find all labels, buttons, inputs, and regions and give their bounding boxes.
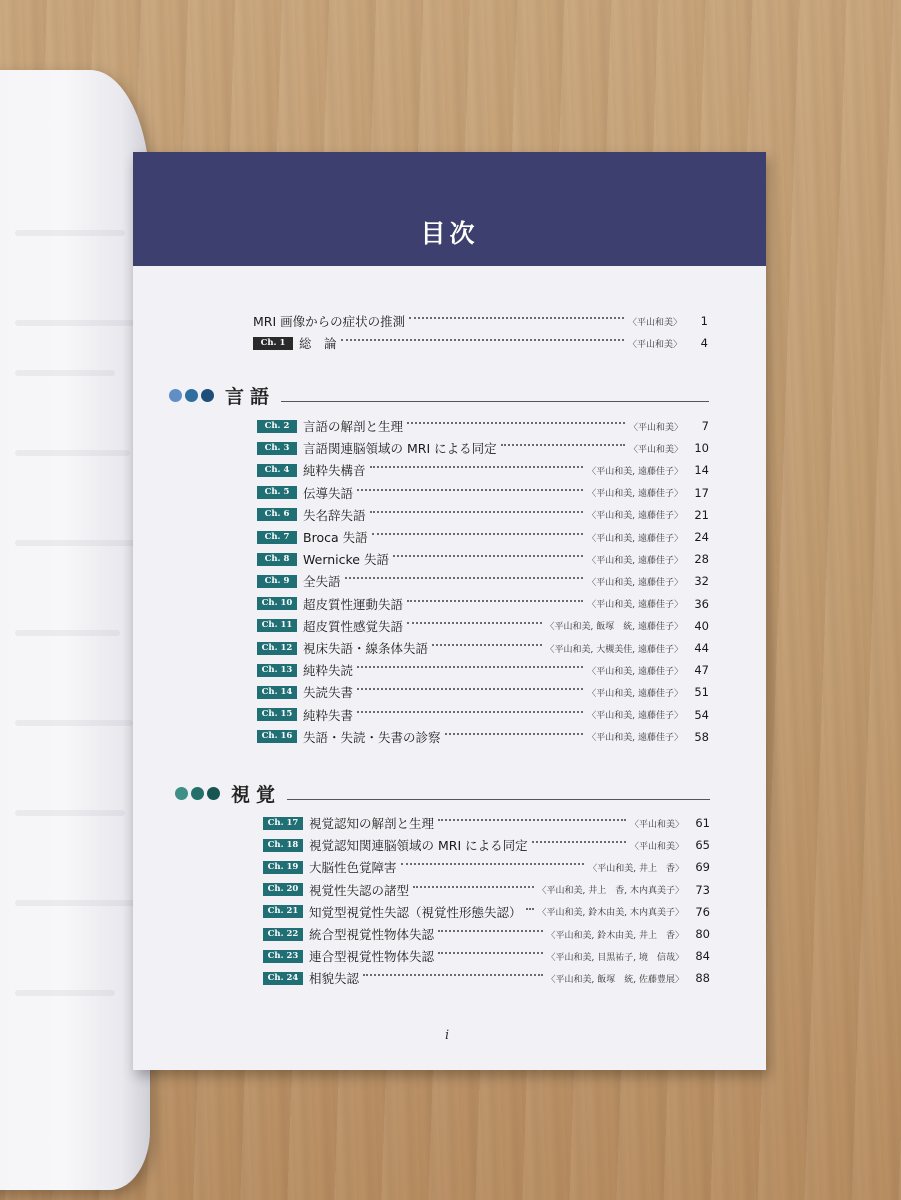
toc-entry-author: 〈平山和美, 大槻美佳, 遠藤佳子〉 [545,644,683,655]
chapter-badge: Ch. 18 [263,839,303,852]
chapter-badge: Ch. 19 [263,861,303,874]
toc-row [257,483,709,503]
chapter-badge: Ch. 16 [257,730,297,743]
dot-leader [363,974,543,976]
toc-entry-page: 76 [695,904,710,919]
section-dot [175,787,188,800]
toc-row [263,835,710,855]
chapter-badge: Ch. 6 [257,508,297,521]
toc-entry-author: 〈平山和美, 遠藤佳子〉 [587,577,683,588]
toc-entry-title: 視覚性失認の諸型 [309,882,410,898]
toc-entry-title: Wernicke 失語 [303,552,389,568]
toc-entry-title: 連合型視覚性物体失認 [309,949,435,965]
chapter-badge: Ch. 17 [263,817,303,830]
toc-entry-page: 54 [694,707,709,722]
chapter-badge: Ch. 15 [257,708,297,721]
dot-leader [393,555,583,557]
toc-row [253,333,708,353]
toc-entry-author: 〈平山和美, 遠藤佳子〉 [587,666,683,677]
chapter-badge: Ch. 3 [257,442,297,455]
toc-entry-author: 〈平山和美〉 [629,841,684,852]
toc-entry-title: 純粋失構音 [303,463,366,479]
toc-entry-author: 〈平山和美, 遠藤佳子〉 [587,688,683,699]
toc-entry-page: 44 [694,641,709,655]
dot-leader [357,666,583,668]
toc-entry-page: 51 [694,685,709,700]
section-dot [201,389,214,402]
toc-row [257,416,709,436]
toc-entry-page: 24 [694,530,709,544]
toc-entry-page: 73 [695,882,710,897]
toc-row [263,880,710,900]
dot-leader [370,466,584,468]
dot-leader [407,422,625,424]
dot-leader [501,444,625,446]
toc-row [263,857,710,877]
dot-leader [401,863,585,865]
dot-leader [407,600,583,602]
toc-row [257,571,709,591]
left-book-page [0,70,150,1190]
toc-entry-title: 超皮質性運動失語 [303,596,404,612]
toc-entry-title: 純粋失読 [303,663,354,679]
dot-leader [432,644,542,646]
chapter-badge: Ch. 4 [257,464,297,477]
toc-entry-author: 〈平山和美, 鈴木由美, 木内真美子〉 [537,908,684,919]
toc-entry-page: 28 [694,552,709,567]
chapter-badge: Ch. 20 [263,883,303,896]
toc-row [257,438,709,458]
toc-row [257,616,709,636]
toc-entry-author: 〈平山和美〉 [628,422,683,433]
toc-row [263,902,710,922]
toc-entry-author: 〈平山和美, 井上 香, 木内真美子〉 [537,886,684,897]
dot-leader [357,688,583,690]
toc-entry-title: 純粋失書 [303,707,354,723]
toc-entry-author: 〈平山和美, 遠藤佳子〉 [587,600,683,611]
toc-entry-page: 7 [701,419,709,433]
toc-entry-page: 65 [695,838,710,853]
dot-leader [413,886,534,888]
dot-leader [526,908,534,910]
toc-row [263,813,710,833]
toc-entry-page: 10 [694,441,709,456]
toc-entry-author: 〈平山和美, 飯塚 統, 佐藤豊展〉 [546,974,684,985]
toc-row [257,505,709,525]
toc-row [257,638,709,658]
chapter-badge: Ch. 24 [263,972,303,985]
toc-entry-page: 4 [700,336,708,350]
dot-leader [409,317,624,319]
toc-row [257,705,709,725]
dot-leader [438,952,543,954]
section-rule [287,799,710,800]
toc-entry-author: 〈平山和美〉 [627,317,682,328]
toc-row [263,946,710,966]
section-heading-language [169,382,709,409]
dot-leader [357,711,583,713]
section-label: 言語 [225,386,276,408]
toc-entry-author: 〈平山和美, 飯塚 統, 遠藤佳子〉 [545,622,683,633]
toc-row [257,682,709,702]
section-dot [185,389,198,402]
toc-entry-author: 〈平山和美, 遠藤佳子〉 [587,511,683,522]
toc-entry-page: 40 [694,618,709,633]
dot-leader [357,489,583,491]
dot-leader [370,511,584,513]
toc-entry-author: 〈平山和美, 鈴木由美, 井上 香〉 [546,930,684,941]
chapter-badge: Ch. 8 [257,553,297,566]
toc-entry-page: 47 [694,663,709,678]
section-dot [207,787,220,800]
chapter-badge: Ch. 23 [263,950,303,963]
toc-entry-page: 69 [695,860,710,875]
toc-row [257,527,709,547]
toc-entry-title: 知覚型視覚性失認（視覚性形態失認） [309,904,522,920]
toc-entry-title: 失名辞失語 [303,507,366,523]
toc-entry-title: 伝導失語 [303,485,354,501]
toc-row [263,924,710,944]
chapter-badge: Ch. 22 [263,928,303,941]
toc-entry-title: 相貌失認 [309,971,360,987]
toc-entry-author: 〈平山和美〉 [628,444,683,455]
toc-entry-author: 〈平山和美, 井上 香〉 [588,863,684,874]
chapter-badge: Ch. 1 [253,337,293,350]
toc-entry-title: 言語の解剖と生理 [303,419,404,434]
chapter-badge: Ch. 10 [257,597,297,610]
chapter-badge: Ch. 5 [257,486,297,499]
toc-entry-title: 総 論 [299,336,337,351]
toc-entry-author: 〈平山和美〉 [627,339,682,350]
section-dot [191,787,204,800]
section-rule [281,401,709,402]
chapter-badge: Ch. 7 [257,531,297,544]
dot-leader [341,339,624,341]
toc-entry-page: 14 [694,463,709,478]
toc-entry-page: 21 [694,507,709,522]
toc-entry-title: 視床失語・線条体失語 [303,641,429,656]
toc-entry-author: 〈平山和美, 遠藤佳子〉 [587,466,683,477]
toc-entry-author: 〈平山和美, 遠藤佳子〉 [587,733,683,744]
toc-entry-title: 統合型視覚性物体失認 [309,927,435,942]
toc-entry-author: 〈平山和美, 遠藤佳子〉 [587,533,683,544]
page-folio: i [445,1028,450,1043]
toc-row [257,460,709,480]
dot-leader [438,819,626,821]
toc-entry-page: 32 [694,574,709,589]
dot-leader [445,733,584,735]
toc-entry-page: 1 [700,314,708,328]
chapter-badge: Ch. 9 [257,575,297,588]
dot-leader [407,622,542,624]
toc-entry-title: Broca 失語 [303,530,368,545]
toc-row [257,660,709,680]
toc-entry-author: 〈平山和美, 遠藤佳子〉 [587,489,683,500]
chapter-badge: Ch. 11 [257,619,297,632]
toc-entry-title: 大脳性色覚障害 [309,860,397,876]
toc-entry-page: 61 [695,816,710,830]
toc-entry-author: 〈平山和美〉 [629,819,684,830]
toc-entry-author: 〈平山和美, 遠藤佳子〉 [587,711,683,722]
toc-row [253,311,708,331]
toc-row [257,549,709,569]
chapter-badge: Ch. 2 [257,420,297,433]
toc-entry-page: 17 [694,485,709,500]
toc-entry-title: MRI 画像からの症状の推測 [253,314,406,329]
toc-entry-title: 視覚認知の解剖と生理 [309,816,435,831]
dot-leader [345,577,584,579]
toc-entry-page: 88 [695,971,710,986]
toc-row [257,727,709,747]
toc-entry-title: 超皮質性感覚失語 [303,618,404,634]
toc-entry-author: 〈平山和美, 目黒祐子, 境 信哉〉 [546,952,684,963]
dot-leader [532,841,626,843]
toc-entry-page: 36 [694,596,709,611]
toc-entry-title: 失読失書 [303,685,354,701]
toc-entry-title: 言語関連脳領域の MRI による同定 [303,441,497,457]
toc-entry-title: 視覚認知関連脳領域の MRI による同定 [309,838,528,854]
chapter-badge: Ch. 12 [257,642,297,655]
toc-entry-page: 58 [694,729,709,744]
section-label: 視覚 [231,784,282,806]
toc-row [263,968,710,988]
toc-entry-page: 84 [695,949,710,964]
toc-entry-page: 80 [695,927,710,941]
chapter-badge: Ch. 13 [257,664,297,677]
toc-entry-author: 〈平山和美, 遠藤佳子〉 [587,555,683,566]
section-dot [169,389,182,402]
dot-leader [372,533,584,535]
toc-entry-title: 失語・失読・失書の診察 [303,729,441,745]
toc-entry-title: 全失語 [303,574,341,590]
section-heading-vision [175,780,710,807]
toc-row [257,594,709,614]
chapter-badge: Ch. 21 [263,905,303,918]
dot-leader [438,930,543,932]
chapter-badge: Ch. 14 [257,686,297,699]
toc-page [133,152,766,1070]
page-title: 目次 [420,219,479,248]
